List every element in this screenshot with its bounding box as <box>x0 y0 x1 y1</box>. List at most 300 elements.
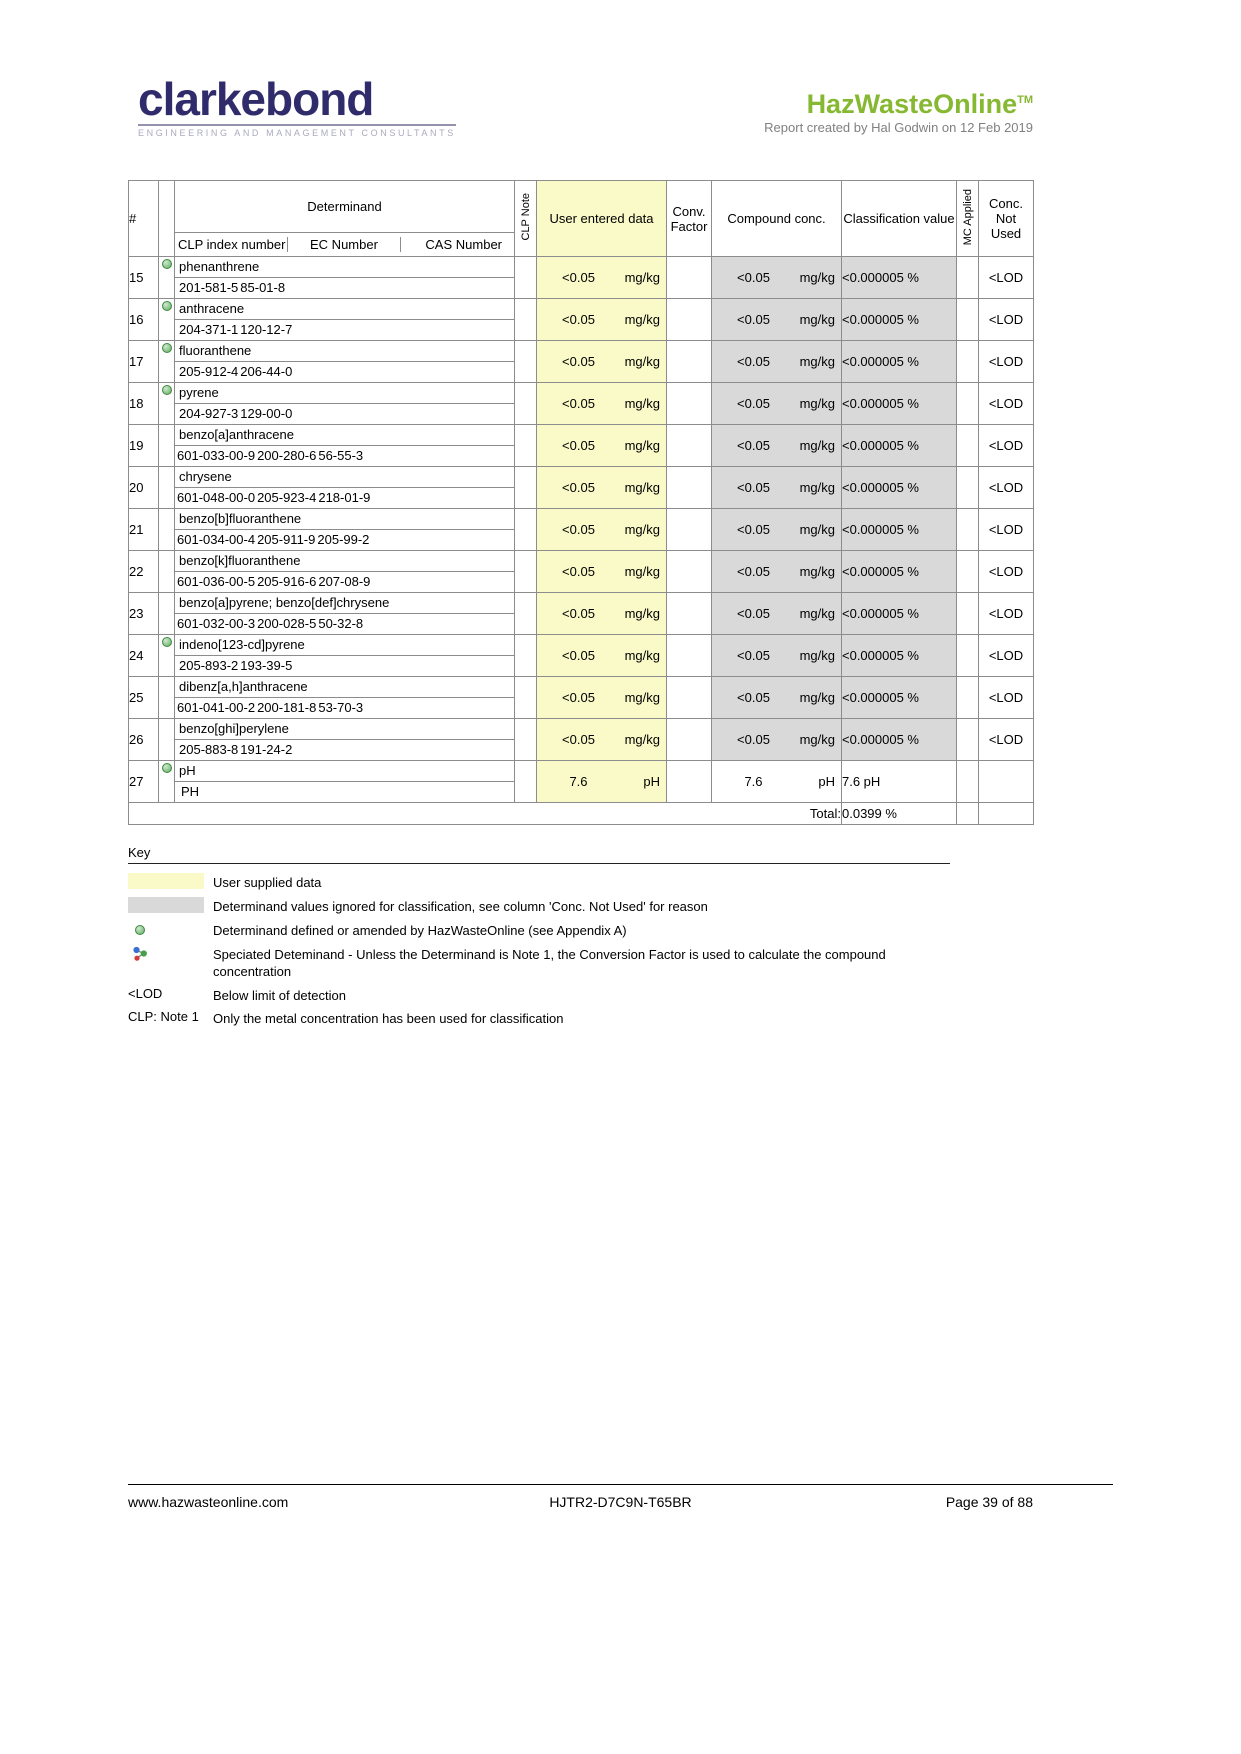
clp-index-value: 601-041-00-2 <box>177 700 256 715</box>
row-number-cell: 23 <box>129 593 159 635</box>
mc-applied-cell <box>957 299 979 341</box>
speciated-icon <box>132 945 149 962</box>
user-entered-value: <0.05 <box>562 732 595 747</box>
compound-conc-cell <box>712 677 842 719</box>
user-entered-unit: mg/kg <box>624 564 660 579</box>
ec-number-value: 201-581-5 <box>179 280 239 295</box>
determinand-name: fluoranthene <box>179 343 252 358</box>
determinand-cell <box>175 257 515 299</box>
conv-factor-cell <box>667 299 712 341</box>
determinand-numbers <box>175 403 514 424</box>
conv-factor-cell <box>667 341 712 383</box>
user-entered-cell <box>537 341 667 383</box>
determinand-cell <box>175 761 515 803</box>
user-entered-value: 7.6 <box>569 774 588 789</box>
determinand-numbers <box>175 613 514 634</box>
compound-conc-value: 7.6 <box>744 774 763 789</box>
determinand-cell <box>175 383 515 425</box>
header-clp-note <box>515 181 537 257</box>
row-number-cell: 24 <box>129 635 159 677</box>
table-row <box>129 509 1034 551</box>
row-number-cell: 17 <box>129 341 159 383</box>
key-label: Below limit of detection <box>213 987 346 1003</box>
header-conv-factor: Conv. Factor <box>667 181 712 257</box>
cas-number-value: 207-08-9 <box>318 574 371 589</box>
report-created-line: Report created by Hal Godwin on 12 Feb 2019 <box>764 120 1033 136</box>
header-classification-value: Classification value <box>842 181 957 257</box>
mc-applied-cell <box>957 635 979 677</box>
amended-icon <box>162 343 172 353</box>
row-number-cell: 16 <box>129 299 159 341</box>
user-entered-unit: mg/kg <box>624 312 660 327</box>
user-entered-value: <0.05 <box>562 354 595 369</box>
determinand-name: benzo[ghi]perylene <box>179 721 289 736</box>
determinand-name: benzo[a]anthracene <box>179 427 294 442</box>
header-determinand-sub <box>175 233 515 257</box>
ec-number-value: 200-280-6 <box>257 448 317 463</box>
brand-name <box>764 90 1033 118</box>
ec-number-value: 204-371-1 <box>179 322 239 337</box>
compound-conc-value: <0.05 <box>737 396 770 411</box>
user-entered-unit: mg/kg <box>624 648 660 663</box>
ignored-swatch <box>128 897 204 913</box>
brand-name-text: HazWasteOnline <box>806 89 1018 119</box>
mc-applied-cell <box>957 719 979 761</box>
determinand-cell <box>175 635 515 677</box>
clp-note-cell <box>515 635 537 677</box>
user-entered-cell <box>537 257 667 299</box>
compound-conc-cell <box>712 593 842 635</box>
user-entered-value: <0.05 <box>562 522 595 537</box>
determinand-numbers <box>175 529 514 550</box>
determinand-name: indeno[123-cd]pyrene <box>179 637 305 652</box>
amended-cell <box>159 509 175 551</box>
determinand-numbers <box>175 571 514 592</box>
conv-factor-cell <box>667 509 712 551</box>
header-determinand: Determinand <box>175 181 515 233</box>
compound-conc-cell <box>712 341 842 383</box>
compound-conc-unit: mg/kg <box>799 312 835 327</box>
row-number-cell: 26 <box>129 719 159 761</box>
clp-note-cell <box>515 341 537 383</box>
compound-conc-cell <box>712 383 842 425</box>
compound-conc-unit: mg/kg <box>799 522 835 537</box>
total-mc-cell <box>957 803 979 825</box>
cas-number-value: 53-70-3 <box>318 700 364 715</box>
conc-not-used-cell: <LOD <box>979 467 1034 509</box>
determinand-name: pH <box>179 763 196 778</box>
ec-number-value: 204-927-3 <box>179 406 239 421</box>
key-item-clp-note1 <box>128 1009 1033 1028</box>
amended-cell <box>159 551 175 593</box>
user-entered-value: <0.05 <box>562 690 595 705</box>
amended-cell <box>159 383 175 425</box>
user-entered-cell <box>537 677 667 719</box>
cas-number-value: 120-12-7 <box>240 322 293 337</box>
logo-tagline: ENGINEERING AND MANAGEMENT CONSULTANTS <box>138 124 456 138</box>
conc-not-used-cell: <LOD <box>979 593 1034 635</box>
user-entered-value: <0.05 <box>562 480 595 495</box>
ec-number-value: 205-916-6 <box>257 574 317 589</box>
amended-icon <box>135 925 145 935</box>
table-header <box>129 181 1034 257</box>
compound-conc-value: <0.05 <box>737 732 770 747</box>
classification-value-cell: <0.000005 % <box>842 257 957 299</box>
header-compound-conc: Compound conc. <box>712 181 842 257</box>
compound-conc-cell <box>712 719 842 761</box>
compound-conc-value: <0.05 <box>737 648 770 663</box>
user-entered-value: <0.05 <box>562 648 595 663</box>
compound-conc-unit: mg/kg <box>799 732 835 747</box>
header-num: # <box>129 181 159 257</box>
ec-number-value: 205-923-4 <box>257 490 317 505</box>
determinand-numbers <box>175 739 514 760</box>
ec-number-value: 205-911-9 <box>257 532 316 547</box>
amended-icon <box>162 637 172 647</box>
classification-value-cell: <0.000005 % <box>842 719 957 761</box>
brand-block <box>764 90 1033 135</box>
user-entered-cell <box>537 467 667 509</box>
compound-conc-cell <box>712 551 842 593</box>
amended-cell <box>159 719 175 761</box>
conc-not-used-cell: <LOD <box>979 257 1034 299</box>
compound-conc-value: <0.05 <box>737 270 770 285</box>
user-entered-unit: mg/kg <box>624 438 660 453</box>
header-cas-number: CAS Number <box>400 237 514 252</box>
user-entered-unit: mg/kg <box>624 396 660 411</box>
logo-text: clarkebond <box>138 73 374 125</box>
conc-not-used-cell <box>979 761 1034 803</box>
clp-note-cell <box>515 467 537 509</box>
table-row <box>129 383 1034 425</box>
table-row <box>129 677 1034 719</box>
total-row <box>129 803 1034 825</box>
user-entered-unit: mg/kg <box>624 270 660 285</box>
key-label: Determinand defined or amended by HazWasteOnline (see Appendix A) <box>213 923 627 938</box>
user-entered-unit: mg/kg <box>624 606 660 621</box>
compound-conc-value: <0.05 <box>737 606 770 621</box>
key-item-amended <box>128 921 1033 940</box>
row-number-cell: 25 <box>129 677 159 719</box>
compound-conc-cell <box>712 257 842 299</box>
key-label: Only the metal concentration has been used for classification <box>213 1011 564 1027</box>
determinand-numbers <box>175 697 514 718</box>
amended-icon <box>162 385 172 395</box>
user-entered-cell <box>537 761 667 803</box>
row-number-cell: 22 <box>129 551 159 593</box>
compound-conc-unit: pH <box>818 774 835 789</box>
header-mc-applied-label: MC Applied <box>961 188 974 246</box>
page-header <box>128 70 1033 160</box>
clarkebond-logo <box>138 73 456 138</box>
header-amended-col <box>159 181 175 257</box>
footer-website: www.hazwasteonline.com <box>128 1494 289 1510</box>
cas-number-value: 191-24-2 <box>240 742 293 757</box>
total-value: 0.0399 % <box>842 803 957 825</box>
determinand-name: benzo[b]fluoranthene <box>179 511 302 526</box>
row-number-cell: 18 <box>129 383 159 425</box>
key-section <box>128 845 1033 1033</box>
ec-number-value: 200-028-5 <box>257 616 317 631</box>
compound-conc-cell <box>712 425 842 467</box>
row-number-cell: 19 <box>129 425 159 467</box>
header-clp-index-number: CLP index number <box>178 237 286 252</box>
mc-applied-cell <box>957 551 979 593</box>
ec-number-value: 200-181-8 <box>257 700 317 715</box>
total-not-used-cell <box>979 803 1034 825</box>
user-entered-value: <0.05 <box>562 396 595 411</box>
table-row <box>129 299 1034 341</box>
ec-number-value: 205-883-8 <box>179 742 239 757</box>
compound-conc-unit: mg/kg <box>799 438 835 453</box>
compound-conc-unit: mg/kg <box>799 648 835 663</box>
mc-applied-cell <box>957 425 979 467</box>
amended-icon <box>162 301 172 311</box>
table-row <box>129 635 1034 677</box>
header-ec-number: EC Number <box>287 237 401 252</box>
determinand-name: benzo[a]pyrene; benzo[def]chrysene <box>179 595 390 610</box>
key-item-lod <box>128 986 1033 1005</box>
clp-note-cell <box>515 761 537 803</box>
cas-number-value: 50-32-8 <box>318 616 364 631</box>
user-entered-unit: mg/kg <box>624 480 660 495</box>
compound-conc-value: <0.05 <box>737 480 770 495</box>
row-number-cell: 21 <box>129 509 159 551</box>
cas-number-value: 193-39-5 <box>240 658 293 673</box>
table-row <box>129 257 1034 299</box>
key-title: Key <box>128 845 151 860</box>
conv-factor-cell <box>667 551 712 593</box>
footer-page-number: Page 39 of 88 <box>945 1494 1033 1510</box>
classification-value-cell: <0.000005 % <box>842 383 957 425</box>
table-wrap <box>128 180 1033 825</box>
cas-number-value: 85-01-8 <box>240 280 286 295</box>
row-number-cell: 15 <box>129 257 159 299</box>
row-number-cell: 27 <box>129 761 159 803</box>
ec-number-value: 205-893-2 <box>179 658 239 673</box>
user-entered-unit: pH <box>643 774 660 789</box>
classification-value-cell: 7.6 pH <box>842 761 957 803</box>
clp-index-value: 601-048-00-0 <box>177 490 256 505</box>
user-entered-value: <0.05 <box>562 606 595 621</box>
determinand-cell <box>175 719 515 761</box>
user-entered-value: <0.05 <box>562 438 595 453</box>
header-conc-not-used: Conc. Not Used <box>979 181 1034 257</box>
cas-number-value: 56-55-3 <box>318 448 364 463</box>
conc-not-used-cell: <LOD <box>979 509 1034 551</box>
compound-conc-unit: mg/kg <box>799 564 835 579</box>
determinand-numbers <box>175 361 514 382</box>
key-label: Speciated Deteminand - Unless the Determinand is Note 1, the Conversion Factor is used to calculate the compound concentration <box>213 946 886 980</box>
conv-factor-cell <box>667 719 712 761</box>
conc-not-used-cell: <LOD <box>979 677 1034 719</box>
determinand-cell <box>175 509 515 551</box>
clp-note-cell <box>515 509 537 551</box>
cas-number-value: 129-00-0 <box>240 406 293 421</box>
compound-conc-cell <box>712 761 842 803</box>
amended-icon <box>162 259 172 269</box>
trademark-symbol: TM <box>1017 94 1033 106</box>
cas-number-value: PH <box>181 784 200 799</box>
classification-value-cell: <0.000005 % <box>842 341 957 383</box>
compound-conc-unit: mg/kg <box>799 396 835 411</box>
cas-number-value: 205-99-2 <box>317 532 370 547</box>
classification-value-cell: <0.000005 % <box>842 551 957 593</box>
mc-applied-cell <box>957 383 979 425</box>
determinand-name: pyrene <box>179 385 219 400</box>
table-row <box>129 551 1034 593</box>
determinand-numbers <box>175 277 514 298</box>
conc-not-used-cell: <LOD <box>979 425 1034 467</box>
determinand-numbers <box>175 445 514 466</box>
user-entered-cell <box>537 719 667 761</box>
key-item-ignored <box>128 897 1033 916</box>
classification-value-cell: <0.000005 % <box>842 467 957 509</box>
amended-cell <box>159 635 175 677</box>
user-entered-cell <box>537 593 667 635</box>
clp-note-cell <box>515 425 537 467</box>
compound-conc-unit: mg/kg <box>799 690 835 705</box>
amended-cell <box>159 341 175 383</box>
compound-conc-value: <0.05 <box>737 564 770 579</box>
table-row <box>129 467 1034 509</box>
clp-note-cell <box>515 719 537 761</box>
determinand-cell <box>175 341 515 383</box>
user-entered-unit: mg/kg <box>624 690 660 705</box>
amended-cell <box>159 257 175 299</box>
conc-not-used-cell: <LOD <box>979 635 1034 677</box>
mc-applied-cell <box>957 509 979 551</box>
row-number-cell: 20 <box>129 467 159 509</box>
clp-index-value: 601-034-00-4 <box>177 532 256 547</box>
compound-conc-cell <box>712 509 842 551</box>
compound-conc-value: <0.05 <box>737 354 770 369</box>
conv-factor-cell <box>667 257 712 299</box>
clp-note-cell <box>515 593 537 635</box>
clp-note-cell <box>515 383 537 425</box>
clp-index-value: 601-033-00-9 <box>177 448 256 463</box>
conv-factor-cell <box>667 467 712 509</box>
determinand-numbers <box>175 655 514 676</box>
mc-applied-cell <box>957 761 979 803</box>
table-row <box>129 593 1034 635</box>
determinand-name: chrysene <box>179 469 232 484</box>
user-entered-value: <0.05 <box>562 270 595 285</box>
conc-not-used-cell: <LOD <box>979 299 1034 341</box>
user-entered-value: <0.05 <box>562 312 595 327</box>
amended-icon <box>162 763 172 773</box>
determinand-cell <box>175 677 515 719</box>
classification-value-cell: <0.000005 % <box>842 677 957 719</box>
table-row <box>129 761 1034 803</box>
key-item-user-data <box>128 873 1033 892</box>
clp-note1-symbol: CLP: Note 1 <box>128 1009 199 1025</box>
determinand-numbers <box>175 319 514 340</box>
mc-applied-cell <box>957 467 979 509</box>
total-label: Total: <box>129 803 842 825</box>
amended-cell <box>159 299 175 341</box>
user-entered-value: <0.05 <box>562 564 595 579</box>
determinand-cell <box>175 551 515 593</box>
mc-applied-cell <box>957 593 979 635</box>
amended-cell <box>159 467 175 509</box>
classification-value-cell: <0.000005 % <box>842 509 957 551</box>
determinand-numbers <box>175 781 514 802</box>
determinand-cell <box>175 425 515 467</box>
table-row <box>129 341 1034 383</box>
classification-value-cell: <0.000005 % <box>842 425 957 467</box>
determinand-table <box>128 180 1034 825</box>
header-clp-note-label: CLP Note <box>519 193 532 241</box>
determinand-name: dibenz[a,h]anthracene <box>179 679 308 694</box>
conv-factor-cell <box>667 761 712 803</box>
amended-cell <box>159 593 175 635</box>
table-footer <box>129 803 1034 825</box>
table-row <box>129 425 1034 467</box>
cas-number-value: 218-01-9 <box>318 490 371 505</box>
footer-job-code: HJTR2-D7C9N-T65BR <box>549 1494 692 1510</box>
conc-not-used-cell: <LOD <box>979 383 1034 425</box>
mc-applied-cell <box>957 257 979 299</box>
user-entered-cell <box>537 551 667 593</box>
ec-number-value: 205-912-4 <box>179 364 239 379</box>
compound-conc-value: <0.05 <box>737 522 770 537</box>
amended-cell <box>159 425 175 467</box>
determinand-cell <box>175 299 515 341</box>
conc-not-used-cell: <LOD <box>979 341 1034 383</box>
classification-value-cell: <0.000005 % <box>842 299 957 341</box>
user-entered-cell <box>537 383 667 425</box>
key-item-speciated <box>128 945 1033 981</box>
user-entered-unit: mg/kg <box>624 522 660 537</box>
determinand-numbers <box>175 487 514 508</box>
clp-note-cell <box>515 299 537 341</box>
compound-conc-value: <0.05 <box>737 438 770 453</box>
clp-note-cell <box>515 551 537 593</box>
user-entered-cell <box>537 299 667 341</box>
header-user-entered-data: User entered data <box>537 181 667 257</box>
user-entered-unit: mg/kg <box>624 732 660 747</box>
table-row <box>129 719 1034 761</box>
conc-not-used-cell: <LOD <box>979 551 1034 593</box>
header-mc-applied <box>957 181 979 257</box>
determinand-cell <box>175 467 515 509</box>
determinand-cell <box>175 593 515 635</box>
conv-factor-cell <box>667 593 712 635</box>
mc-applied-cell <box>957 677 979 719</box>
classification-value-cell: <0.000005 % <box>842 593 957 635</box>
compound-conc-cell <box>712 467 842 509</box>
conv-factor-cell <box>667 635 712 677</box>
clp-index-value: 601-036-00-5 <box>177 574 256 589</box>
mc-applied-cell <box>957 341 979 383</box>
compound-conc-unit: mg/kg <box>799 354 835 369</box>
compound-conc-value: <0.05 <box>737 312 770 327</box>
clp-index-value: 601-032-00-3 <box>177 616 256 631</box>
compound-conc-cell <box>712 299 842 341</box>
user-data-swatch <box>128 873 204 889</box>
determinand-name: phenanthrene <box>179 259 260 274</box>
conv-factor-cell <box>667 425 712 467</box>
compound-conc-value: <0.05 <box>737 690 770 705</box>
amended-cell <box>159 761 175 803</box>
key-label: Determinand values ignored for classification, see column 'Conc. Not Used' for reason <box>213 899 708 914</box>
clp-note-cell <box>515 677 537 719</box>
conc-not-used-cell: <LOD <box>979 719 1034 761</box>
compound-conc-unit: mg/kg <box>799 270 835 285</box>
clp-note-cell <box>515 257 537 299</box>
conv-factor-cell <box>667 383 712 425</box>
